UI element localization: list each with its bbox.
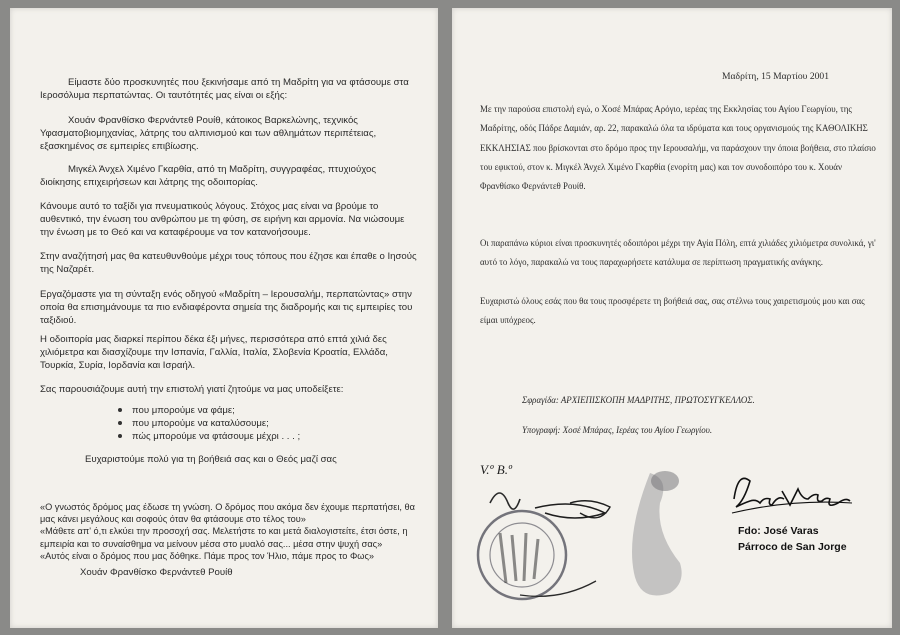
quote-3: «Αυτός είναι ο δρόμος που μας δόθηκε. Πάμε προς τον Ήλιο, πάμε προς το Φως» — [40, 550, 374, 561]
left-page — [10, 8, 438, 628]
thanks-line: Ευχαριστούμε πολύ για τη βοήθειά σας και ο Θεός μαζί σας — [85, 454, 337, 465]
list-item: που μπορούμε να φάμε; — [118, 404, 300, 417]
stamp-seal-icon — [460, 463, 740, 613]
request-list — [118, 404, 300, 443]
left-paragraph-3: Μιγκέλ Άνχελ Χιμένο Γκαρθία, από τη Μαδρίτη, συγγραφέας, πτυχιούχος διοίκησης επιχειρήσεων και λάτρης της οδοιπορίας. — [40, 164, 376, 188]
fdo-signature: Fdo: José Varas — [738, 525, 819, 537]
left-paragraph-7: Η οδοιπορία μας διαρκεί περίπου δέκα έξι μήνες, περισσότερα από επτά χιλιά δες χιλιόμετρα και διασχίζουμε την Ισπανία, Γαλλία, Ιταλία, Σλοβενία Κροατία, Ελλάδα, Τουρκία, Συρία, Ιορδανία και Ισραήλ. — [40, 334, 388, 371]
right-paragraph-3: Ευχαριστώ όλους εσάς που θα τους προσφέρετε τη βοήθειά σας, σας στέλνω τους χαιρετισμούς μου και σας είμαι υπόχρεος. — [480, 296, 865, 326]
left-paragraph-1: Είμαστε δύο προσκυνητές που ξεκινήσαμε από τη Μαδρίτη για να φτάσουμε στα Ιεροσόλυμα περπατώντας. Οι ταυτότητές μας είναι οι εξής: — [40, 77, 409, 101]
left-paragraph-5: Στην αναζήτησή μας θα κατευθυνθούμε μέχρι τους τόπους που έζησε και έπαθε ο Ιησούς της Ναζαρέτ. — [40, 251, 417, 275]
list-item: πώς μπορούμε να φτάσουμε μέχρι . . . ; — [118, 430, 300, 443]
right-paragraph-1: Με την παρούσα επιστολή εγώ, ο Χοσέ Μπάρας Αρόγιο, ιερέας της Εκκλησίας του Αγίου Γεωργίου, της Μαδρίτης, οδός Πάδρε Δαμιάν, αρ. 22, παρακαλώ όλα τα ιδρύματα και τους οργανισμούς της ΚΑΘΟΛΙΚΗΣ ΕΚΚΛΗΣΙΑΣ που βρίσκονται στο δρόμο προς την Ιερουσαλήμ, να παράσχουν την όποια βοήθεια, στο πλαίσιο του εφικτού, στον κ. Μιγκέλ Άνχελ Χιμένο Γκαρθία (ενορίτη μας) και τον συνοδοιπόρο του κ. Χουάν Φρανθίσκο Φερνάντεθ Ρουίθ. — [480, 104, 876, 192]
right-page — [452, 8, 892, 628]
left-signature: Χουάν Φρανθίσκο Φερνάντεθ Ρουίθ — [80, 567, 233, 578]
left-paragraph-4: Κάνουμε αυτό το ταξίδι για πνευματικούς λόγους. Στόχος μας είναι να βρούμε το αυθεντικό, την ένωση του ανθρώπου με τη φύση, σε ειρήνη και αρμονία. Να νιώσουμε την ένωση με το Θεό και να καταφέρουμε να τον κατανοήσουμε. — [40, 201, 405, 238]
signature-line: Υπογραφή: Χοσέ Μπάρας, Ιερέας του Αγίου Γεωργίου. — [522, 425, 713, 435]
quote-1: «Ο γνωστός δρόμος μας έδωσε τη γνώση. Ο δρόμος που ακόμα δεν έχουμε περπατήσει, θα μας κάνει μεγάλους και σοφούς όταν θα φτάσουμε στο τέλος του» — [40, 502, 415, 525]
quote-block — [40, 501, 430, 562]
right-paragraph-2: Οι παραπάνω κύριοι είναι προσκυνητές οδοιπόροι μέχρι την Αγία Πόλη, επτά χιλιάδες χιλιόμετρα συνολικά, γι' αυτό το λόγο, παρακαλώ να τους παραχωρήσετε κατάλυμα σε περίπτωση πραγματικής ανάγκης. — [480, 238, 876, 268]
seal-line: Σφραγίδα: ΑΡΧΙΕΠΙΣΚΟΠΗ ΜΑΔΡΙΤΗΣ, ΠΡΩΤΟΣΥΓΚΕΛΛΟΣ. — [522, 395, 755, 405]
quote-2: «Μάθετε απ' ό,τι ελκύει την προσοχή σας. Μελετήστε το και μετά διαλογιστείτε, έτσι όστε, η εμπειρία και το συναίσθημα να μείνουν μέσα στο μυαλό σας... μέσα στην ψυχή σας» — [40, 526, 408, 549]
left-paragraph-8: Σας παρουσιάζουμε αυτή την επιστολή γιατί ζητούμε να μας υποδείξετε: — [40, 384, 344, 395]
left-paragraph-6: Εργαζόμαστε για τη σύνταξη ενός οδηγού «Μαδρίτη – Ιερουσαλήμ, περπατώντας» στην οποία θα επισημάνουμε τα πιο ενδιαφέροντα σημεία της διαδρομής και τις εμπειρίες του ταξιδιού. — [40, 289, 413, 326]
handwritten-signature-icon — [722, 463, 862, 533]
parroco-title: Párroco de San Jorge — [738, 541, 847, 553]
letter-date: Μαδρίτη, 15 Μαρτίου 2001 — [722, 71, 830, 82]
left-paragraph-2: Χουάν Φρανθίσκο Φερνάντεθ Ρουίθ, κάτοικος Βαρκελώνης, τεχνικός Υφασματοβιομηχανίας, λάτρης του αλπινισμού και των αθλημάτων περιπέτειας, εξασκημένος σε εμπειρίες επιβίωσης. — [40, 115, 377, 152]
list-item: που μπορούμε να καταλύσουμε; — [118, 417, 300, 430]
handwritten-note: V.º B.º — [480, 462, 513, 477]
